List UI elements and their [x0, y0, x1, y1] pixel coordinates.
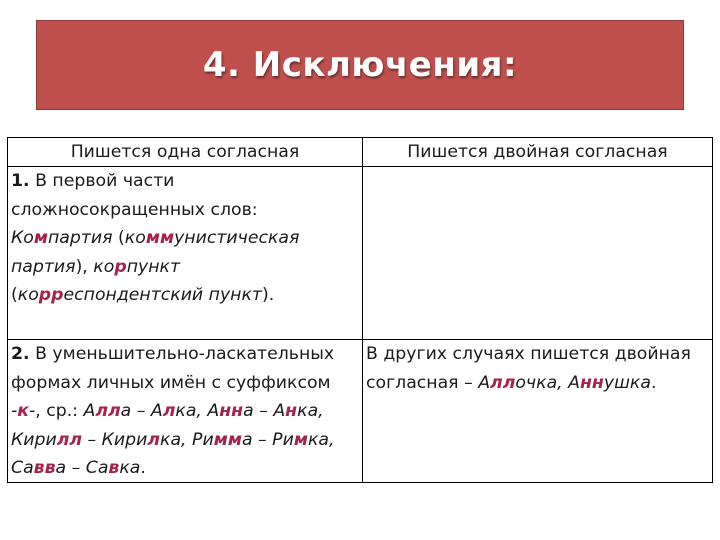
- table-header-row: [8, 138, 713, 167]
- header-single-consonant: Пишется одна согласная: [8, 138, 363, 167]
- highlight-letters: к: [17, 401, 29, 422]
- rule-text: В уменьшительно-ласкательных формах личных имён с суффиксом: [11, 344, 335, 393]
- slide-title: 4. Исключения:: [202, 45, 518, 85]
- example-word: корреспондентский пункт: [17, 285, 262, 306]
- rule-1-right-cell: [363, 167, 713, 340]
- rule-number: 2.: [11, 344, 30, 365]
- title-banner: [36, 20, 684, 110]
- table-row: [8, 340, 713, 483]
- rule-text: В первой части сложносокращенных слов:: [11, 171, 258, 220]
- rule-2-cell: 2. В уменьшительно-ласкательных формах личных имён с суффиксом -к-, ср.: Алла – Алка, Анна – Анка, Кирилл – Кирилка, Римма – Римка, Савва – Савка.: [8, 340, 363, 483]
- rule-2-right-cell: В других случаях пишется двойная согласная – Аллочка, Аннушка.: [363, 340, 713, 483]
- rule-1-cell: 1. В первой части сложносокращенных слов: Компартия (коммунистическая партия), корпункт (корреспондентский пункт).: [8, 167, 363, 340]
- rule-number: 1.: [11, 171, 30, 192]
- examples: Алла – Алка, Анна – Анка, Кирилл – Кирилка, Римма – Римка, Савва – Савка: [11, 401, 335, 479]
- suffix: -к-: [11, 401, 36, 422]
- highlight-letters: мм: [145, 228, 175, 249]
- examples: Аллочка, Аннушка: [478, 372, 651, 393]
- table-row: [8, 167, 713, 340]
- example-word: корпункт: [93, 256, 181, 277]
- header-double-consonant: Пишется двойная согласная: [363, 138, 713, 167]
- rule-text: В других случаях пишется двойная согласная –: [366, 344, 691, 393]
- highlight-letters: рр: [38, 285, 64, 306]
- highlight-letters: м: [33, 228, 48, 249]
- example-word: Компартия: [11, 228, 113, 249]
- highlight-letters: р: [114, 256, 127, 277]
- example-word: коммунистическая партия: [11, 228, 300, 277]
- rules-table: [7, 137, 713, 483]
